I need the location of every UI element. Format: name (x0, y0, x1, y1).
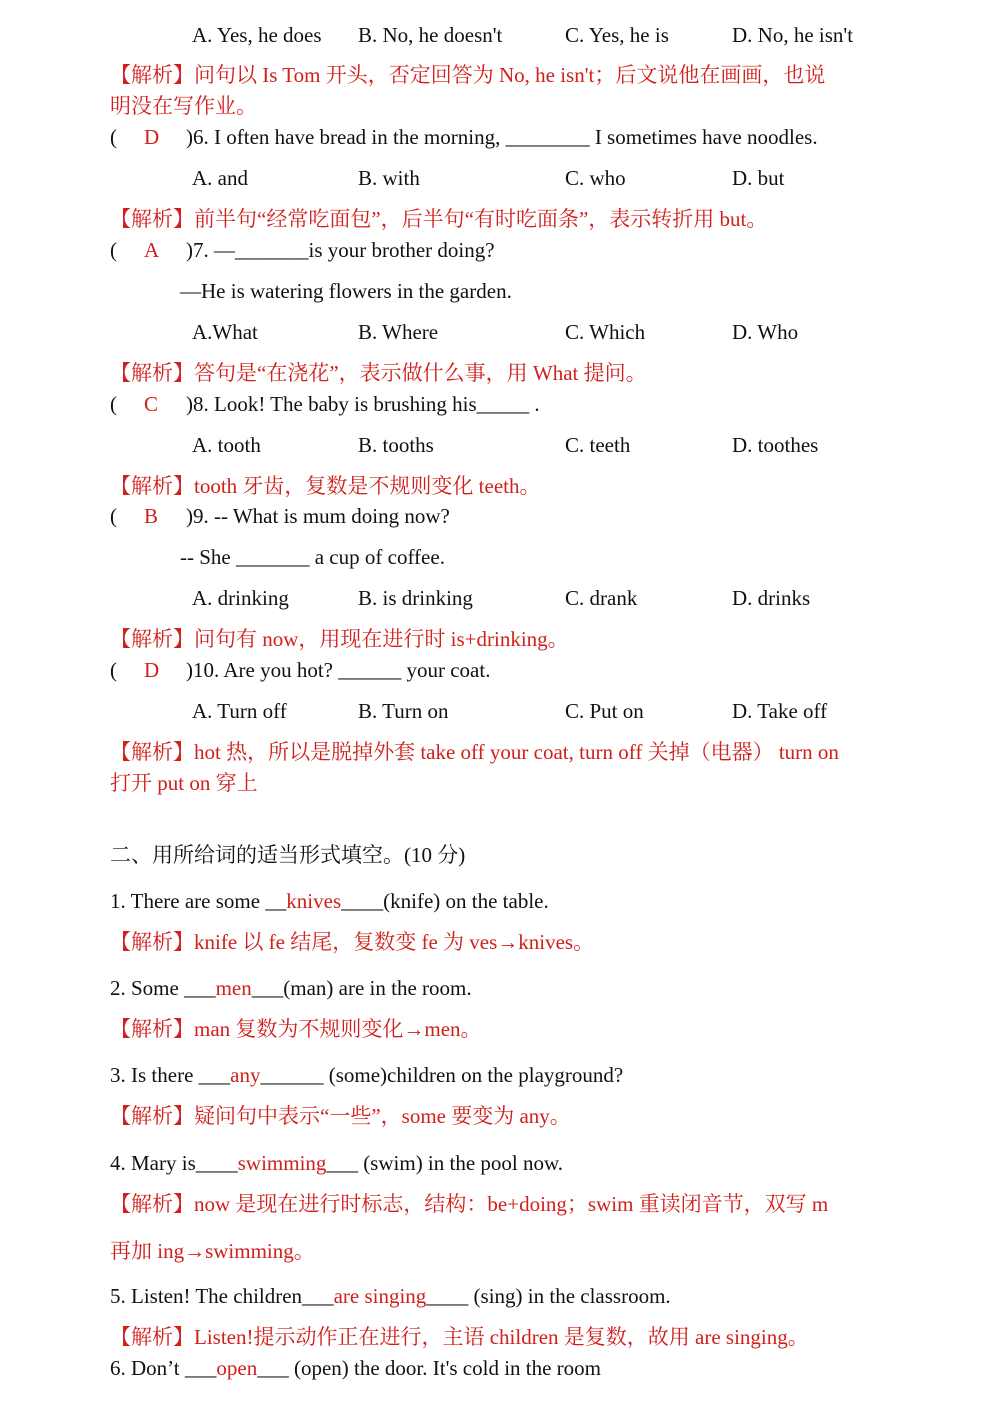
q8-option-a: A. tooth (192, 433, 261, 457)
q7-answer: A (144, 238, 160, 262)
q5-option-b: B. No, he doesn't (358, 23, 503, 47)
q9-explanation: 【解析】问句有 now，用现在进行时 is+drinking。 (110, 627, 569, 651)
q8-question (110, 389, 540, 419)
s2-item-4 (110, 1148, 563, 1178)
q5-explanation-line2: 明没在写作业。 (110, 94, 257, 118)
q8-option-c: C. teeth (565, 433, 631, 457)
s2-item-4-post: ___ (swim) in the pool now. (326, 1151, 564, 1175)
q8-paren: ( (110, 392, 117, 416)
q10-explanation-line2: 打开 put on 穿上 (110, 771, 258, 795)
s2-item-3-answer: any (230, 1063, 261, 1087)
q10-option-d: D. Take off (732, 699, 828, 723)
s2-item-4-answer: swimming (237, 1151, 327, 1175)
q6-option-c: C. who (565, 166, 626, 190)
q6-paren: ( (110, 125, 117, 149)
q5-explanation-line1: 【解析】问句以 Is Tom 开头，否定回答为 No, he isn't；后文说他在画画，也说 (110, 63, 826, 87)
q6-question (110, 122, 818, 152)
q7-reply: —He is watering flowers in the garden. (180, 279, 512, 303)
q7-paren: ( (110, 238, 117, 262)
q9-reply: -- She _______ a cup of coffee. (180, 545, 445, 569)
q10-option-c: C. Put on (565, 699, 644, 723)
q7-options (0, 317, 1004, 347)
q10-explanation-line1: 【解析】hot 热，所以是脱掉外套 take off your coat, turn off 关掉（电器） turn on (110, 740, 839, 764)
s2-item-5-post: ____ (sing) in the classroom. (426, 1284, 671, 1308)
s2-item-2 (110, 973, 472, 1003)
q10-option-a: A. Turn off (192, 699, 287, 723)
s2-item-1-answer: knives (286, 889, 342, 913)
q6-option-b: B. with (358, 166, 420, 190)
q10-answer: D (144, 658, 160, 682)
s2-item-6-pre: 6. Don’t ___ (110, 1356, 217, 1380)
q9-options (0, 583, 1004, 613)
s2-item-6 (110, 1353, 601, 1383)
q10-question (110, 655, 490, 685)
q9-answer: B (144, 504, 159, 528)
s2-item-2-explanation: 【解析】man 复数为不规则变化→men。 (110, 1017, 482, 1041)
q7-question (110, 235, 495, 265)
s2-item-6-post: ___ (open) the door. It's cold in the room (257, 1356, 602, 1380)
s2-item-3-explanation: 【解析】疑问句中表示“一些”，some 要变为 any。 (110, 1104, 571, 1128)
q8-options (0, 430, 1004, 460)
s2-item-1 (110, 886, 549, 916)
q8-option-b: B. tooths (358, 433, 434, 457)
q7-stem: )7. —_______is your brother doing? (186, 238, 495, 262)
q10-paren: ( (110, 658, 117, 682)
q6-answer: D (144, 125, 160, 149)
s2-item-5-answer: are singing (333, 1284, 427, 1308)
q9-option-a: A. drinking (192, 586, 289, 610)
q7-option-a: A.What (192, 320, 258, 344)
q9-option-c: C. drank (565, 586, 638, 610)
s2-item-4-pre: 4. Mary is____ (110, 1151, 238, 1175)
s2-item-2-pre: 2. Some ___ (110, 976, 216, 1000)
s2-item-1-post: ____(knife) on the table. (341, 889, 549, 913)
q10-stem: )10. Are you hot? ______ your coat. (186, 658, 491, 682)
q9-option-d: D. drinks (732, 586, 811, 610)
q9-option-b: B. is drinking (358, 586, 473, 610)
s2-item-4-explanation-line1: 【解析】now 是现在进行时标志，结构：be+doing；swim 重读闭音节，双写 m (110, 1192, 829, 1216)
q9-stem: )9. -- What is mum doing now? (186, 504, 450, 528)
q10-option-b: B. Turn on (358, 699, 449, 723)
q7-option-b: B. Where (358, 320, 439, 344)
s2-item-3 (110, 1060, 623, 1090)
s2-item-3-pre: 3. Is there ___ (110, 1063, 231, 1087)
q5-option-c: C. Yes, he is (565, 23, 669, 47)
q6-stem: )6. I often have bread in the morning, ________ I sometimes have noodles. (186, 125, 818, 149)
q6-options (0, 163, 1004, 193)
q5-option-a: A. Yes, he does (192, 23, 322, 47)
s2-item-3-post: ______ (some)children on the playground? (260, 1063, 624, 1087)
q10-options (0, 696, 1004, 726)
s2-item-5-explanation: 【解析】Listen!提示动作正在进行，主语 children 是复数，故用 are singing。 (110, 1325, 809, 1349)
s2-item-5 (110, 1281, 671, 1311)
q8-answer: C (144, 392, 159, 416)
q9-question (110, 501, 450, 531)
s2-item-1-explanation: 【解析】knife 以 fe 结尾，复数变 fe 为 ves→knives。 (110, 930, 595, 954)
s2-item-2-post: ___(man) are in the room. (251, 976, 472, 1000)
q7-option-c: C. Which (565, 320, 646, 344)
q6-option-a: A. and (192, 166, 248, 190)
q7-option-d: D. Who (732, 320, 799, 344)
s2-item-5-pre: 5. Listen! The children___ (110, 1284, 334, 1308)
s2-item-6-answer: open (216, 1356, 258, 1380)
q8-explanation: 【解析】tooth 牙齿，复数是不规则变化 teeth。 (110, 474, 541, 498)
q8-option-d: D. toothes (732, 433, 819, 457)
q6-option-d: D. but (732, 166, 785, 190)
q6-explanation: 【解析】前半句“经常吃面包”，后半句“有时吃面条”，表示转折用 but。 (110, 207, 768, 231)
q8-stem: )8. Look! The baby is brushing his_____ . (186, 392, 540, 416)
q7-explanation: 【解析】答句是“在浇花”，表示做什么事，用 What 提问。 (110, 361, 647, 385)
section2-title: 二、用所给词的适当形式填空。(10 分) (110, 843, 466, 867)
q5-options (0, 20, 1004, 50)
s2-item-4-explanation-line2: 再加 ing→swimming。 (110, 1239, 315, 1263)
q9-paren: ( (110, 504, 117, 528)
s2-item-2-answer: men (215, 976, 252, 1000)
q5-option-d: D. No, he isn't (732, 23, 854, 47)
s2-item-1-pre: 1. There are some __ (110, 889, 287, 913)
